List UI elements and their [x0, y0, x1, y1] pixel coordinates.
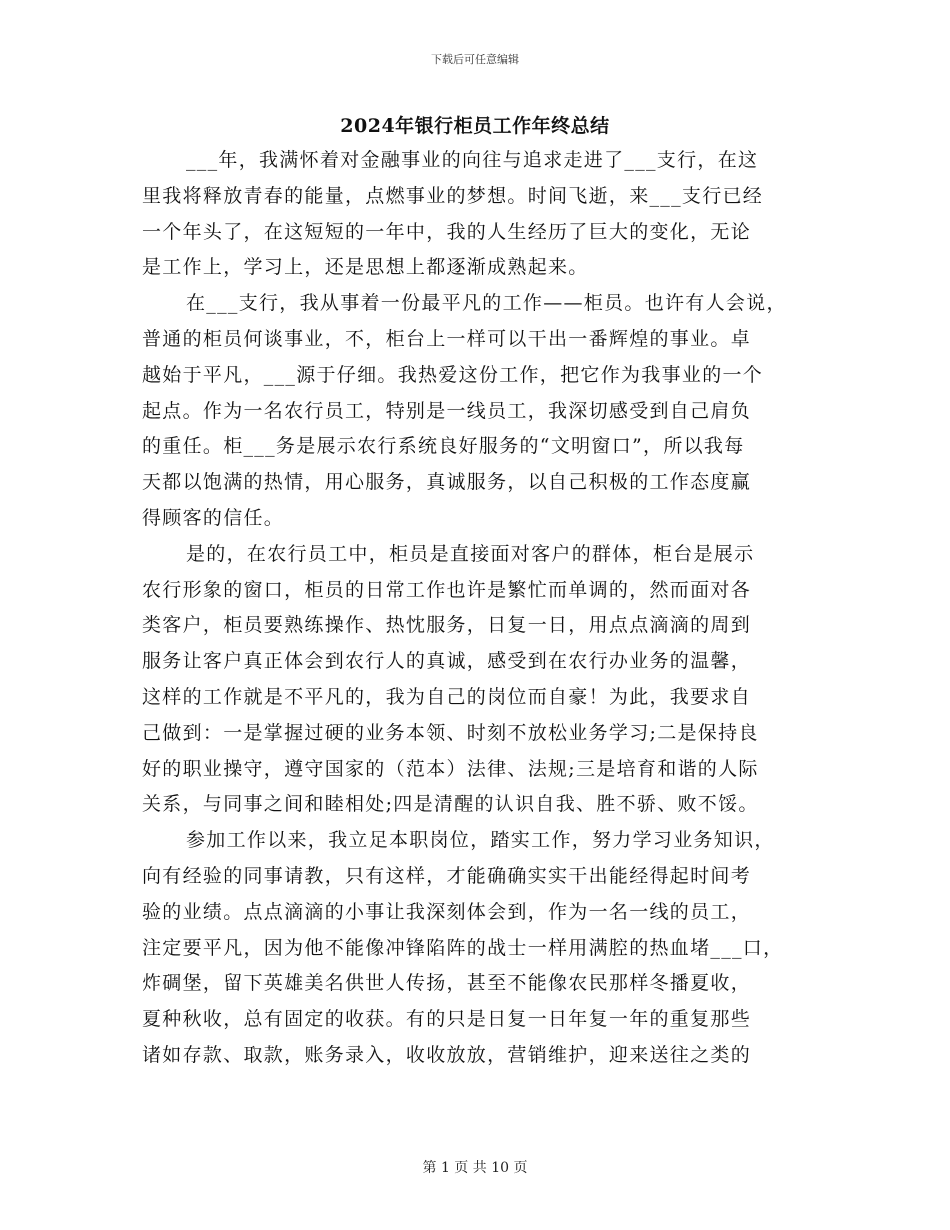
text-line: ___年，我满怀着对金融事业的向往与追求走进了___支行，在这 [186, 149, 759, 171]
text-line: 越始于平凡，___源于仔细。我热爱这份工作，把它作为我事业的一个 [142, 363, 764, 386]
text-line: 一个年头了，在这短短的一年中，我的人生经历了巨大的变化，无论 [142, 220, 752, 243]
text-line: 得顾客的信任。 [142, 506, 285, 529]
text-line: 起点。作为一名农行员工，特别是一线员工，我深切感受到自己肩负 [142, 399, 752, 422]
text-line: 诸如存款、取款，账务录入，收收放放，营销维护，迎来送往之类的 [142, 1043, 752, 1066]
text-line: 普通的柜员何谈事业，不，柜台上一样可以干出一番辉煌的事业。卓 [142, 327, 752, 350]
document-body [142, 143, 842, 1074]
text-line: 这样的工作就是不平凡的，我为自己的岗位而自豪！为此，我要求自 [142, 685, 752, 708]
text-line: 农行形象的窗口，柜员的日常工作也许是繁忙而单调的，然而面对各 [142, 578, 752, 601]
document-title: 2024年银行柜员工作年终总结 [340, 115, 610, 137]
text-line: 夏种秋收，总有固定的收获。有的只是日复一日年复一年的重复那些 [142, 1008, 752, 1031]
text-line: 在___支行，我从事着一份最平凡的工作——柜员。也许有人会说， [186, 292, 787, 315]
text-line: 是工作上，学习上，还是思想上都逐渐成熟起来。 [142, 256, 589, 279]
text-line: 服务让客户真正体会到农行人的真诚，感受到在农行办业务的温馨， [142, 650, 752, 673]
text-line: 向有经验的同事请教，只有这样，才能确确实实干出能经得起时间考 [142, 864, 752, 887]
text-line: 注定要平凡，因为他不能像冲锋陷阵的战士一样用满腔的热血堵___口， [142, 936, 784, 959]
text-line: 验的业绩。点点滴滴的小事让我深刻体会到，作为一名一线的员工， [142, 900, 752, 923]
text-line: 参加工作以来，我立足本职岗位，踏实工作，努力学习业务知识， [186, 829, 775, 852]
text-line: 里我将释放青春的能量，点燃事业的梦想。时间飞逝，来___支行已经 [142, 184, 764, 207]
text-line: 是的，在农行员工中，柜员是直接面对客户的群体，柜台是展示 [186, 542, 755, 565]
page-footer: 第 1 页 共 10 页 [422, 1160, 528, 1176]
text-line: 好的职业操守，遵守国家的（范本）法律、法规;三是培育和谐的人际 [142, 757, 759, 780]
page-header: 下载后可任意编辑 [431, 53, 519, 66]
text-line: 的重任。柜___务是展示农行系统良好服务的“文明窗口”，所以我每 [142, 435, 745, 458]
text-line: 己做到：一是掌握过硬的业务本领、时刻不放松业务学习;二是保持良 [142, 721, 759, 744]
text-line: 关系，与同事之间和睦相处;四是清醒的认识自我、胜不骄、败不馁。 [142, 793, 759, 816]
text-line: 类客户，柜员要熟练操作、热忱服务，日复一日，用点点滴滴的周到 [142, 614, 752, 637]
text-line: 炸碉堡，留下英雄美名供世人传扬，甚至不能像农民那样冬播夏收， [142, 972, 752, 995]
text-line: 天都以饱满的热情，用心服务，真诚服务，以自己积极的工作态度赢 [142, 471, 752, 494]
